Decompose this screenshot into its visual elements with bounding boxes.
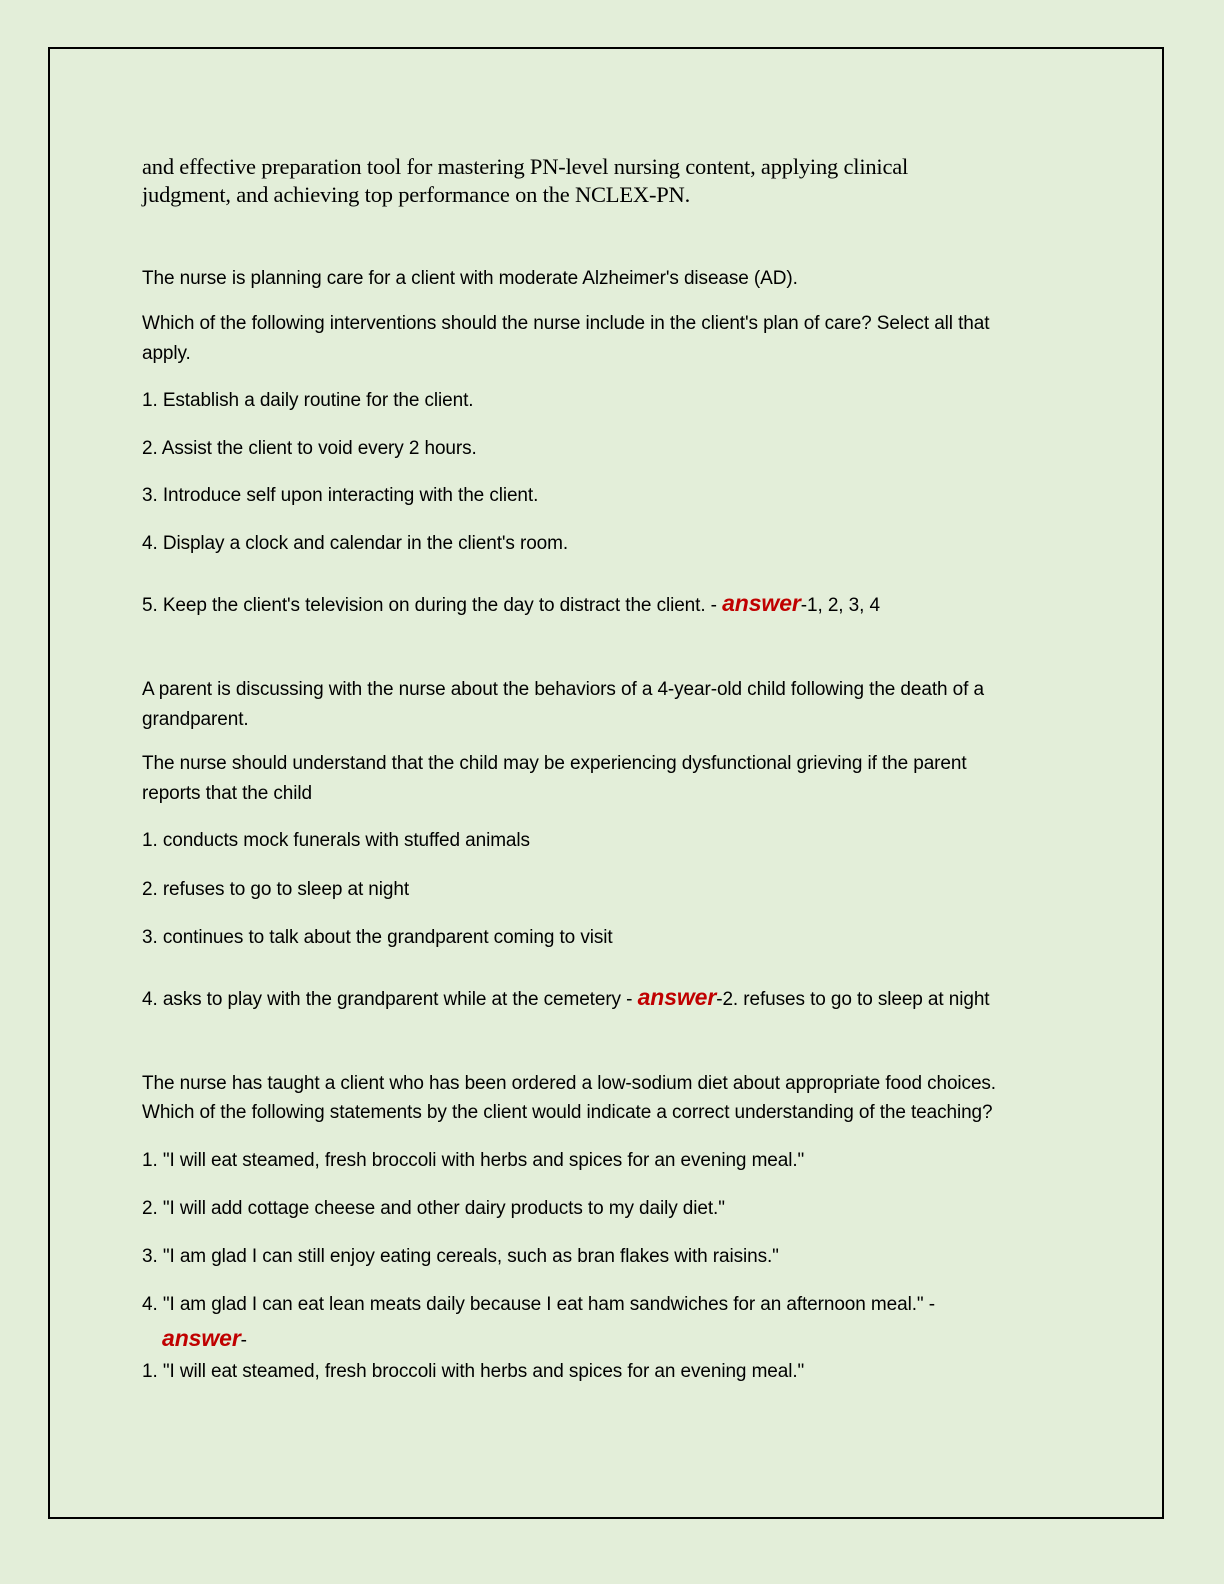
q2-answer-label: answer: [637, 984, 717, 1010]
intro-line-1: and effective preparation tool for mastering PN-level nursing content, applying clinical: [142, 154, 909, 179]
q3-answer-text: 1. "I will eat steamed, fresh broccoli with herbs and spices for an evening meal.": [142, 1361, 805, 1382]
q1-option-5: 5. Keep the client's television on during the day to distract the client. -: [142, 595, 717, 616]
q1-stem-line-1: The nurse is planning care for a client with moderate Alzheimer's disease (AD).: [142, 268, 798, 289]
q2-stem-line-2: grandparent.: [142, 709, 249, 730]
q3-stem-line-1: The nurse has taught a client who has been ordered a low-sodium diet about appropriate food choices.: [142, 1073, 996, 1094]
q2-option-2: 2. refuses to go to sleep at night: [142, 879, 409, 900]
q1-answer-label: answer: [722, 590, 801, 616]
q1-option-2: 2. Assist the client to void every 2 hours.: [142, 438, 477, 459]
q2-option-4-with-answer: [142, 985, 989, 1012]
q2-stem-line-1: A parent is discussing with the nurse about the behaviors of a 4-year-old child following the death of a: [142, 679, 984, 700]
q1-option-5-with-answer: [142, 591, 880, 618]
q3-option-4: 4. "I am glad I can eat lean meats daily because I eat ham sandwiches for an afternoon meal." -: [142, 1294, 935, 1315]
q2-option-3: 3. continues to talk about the grandparent coming to visit: [142, 927, 613, 948]
q1-option-1: 1. Establish a daily routine for the client.: [142, 390, 474, 411]
q3-option-3: 3. "I am glad I can still enjoy eating cereals, such as bran flakes with raisins.": [142, 1246, 779, 1267]
q3-option-1: 1. "I will eat steamed, fresh broccoli with herbs and spices for an evening meal.": [142, 1150, 805, 1171]
q3-answer-suffix: -: [240, 1330, 247, 1351]
q3-option-2: 2. "I will add cottage cheese and other dairy products to my daily diet.": [142, 1198, 725, 1219]
q2-stem-line-3: The nurse should understand that the child may be experiencing dysfunctional grieving if the parent: [142, 753, 967, 774]
q1-answer-text: -1, 2, 3, 4: [800, 595, 880, 616]
intro-line-2: judgment, and achieving top performance on the NCLEX-PN.: [142, 182, 691, 207]
q2-option-1: 1. conducts mock funerals with stuffed animals: [142, 830, 530, 851]
q1-option-4: 4. Display a clock and calendar in the client's room.: [142, 533, 569, 554]
q3-answer-label: answer: [162, 1325, 241, 1351]
q2-answer-text: -2. refuses to go to sleep at night: [716, 989, 990, 1010]
q3-stem-line-2: Which of the following statements by the client would indicate a correct understanding of the teaching?: [142, 1102, 993, 1123]
q1-stem-line-3: apply.: [142, 343, 191, 364]
q3-answer-label-line: [162, 1326, 247, 1353]
q2-stem-line-4: reports that the child: [142, 783, 312, 804]
q1-stem-line-2: Which of the following interventions should the nurse include in the client's plan of care? Select all that: [142, 313, 990, 334]
q2-option-4: 4. asks to play with the grandparent while at the cemetery -: [142, 989, 633, 1010]
q1-option-3: 3. Introduce self upon interacting with the client.: [142, 485, 539, 506]
